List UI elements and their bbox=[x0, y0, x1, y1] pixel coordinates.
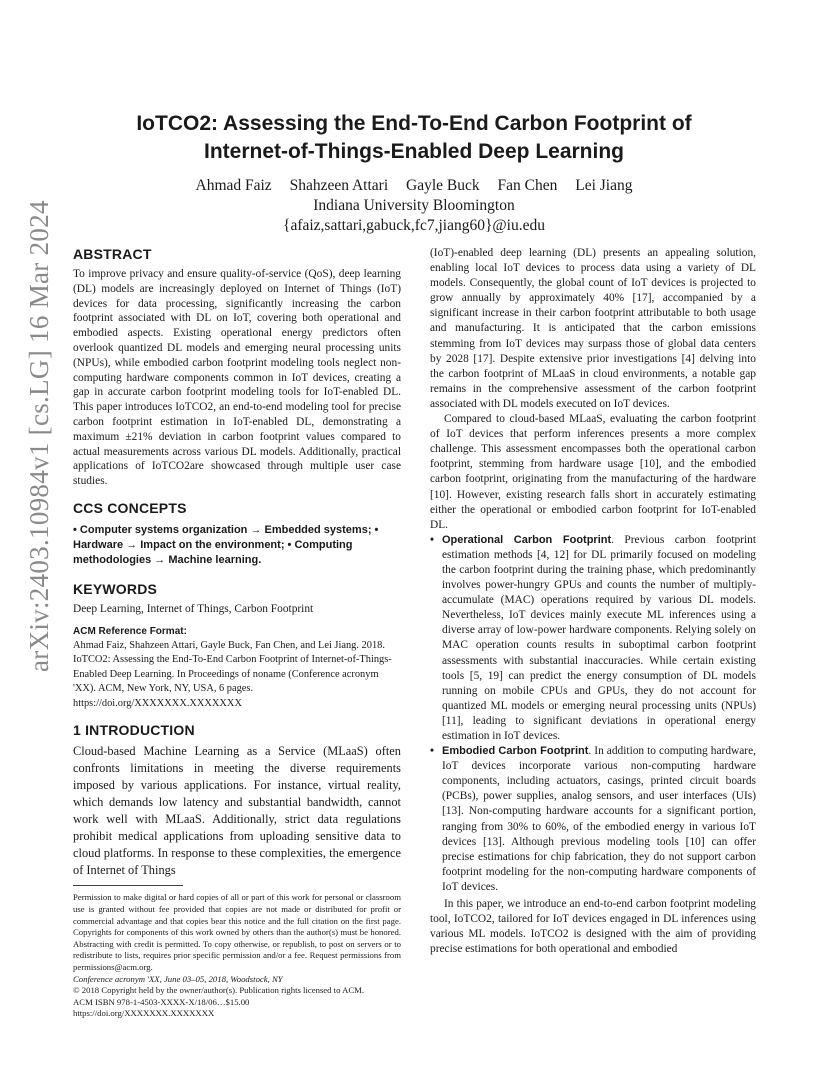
introduction-text: Cloud-based Machine Learning as a Service (MLaaS) often confronts limitations in meeting the diverse requirements imposed by various applications. For instance, virtual reality, which demands low latency and substantial bandwidth, cannot work well with MLaaS. Additionally, strict data regulations prohibit medical applications from uploading sensitive data to cloud platforms. In response to these complexities, the emergence of Internet of Things bbox=[73, 744, 401, 878]
author-name: Gayle Buck bbox=[406, 177, 480, 194]
bullet-title: Embodied Carbon Footprint bbox=[442, 745, 589, 758]
list-item bbox=[430, 744, 756, 895]
author-name: Fan Chen bbox=[497, 177, 558, 194]
author-name: Shahzeen Attari bbox=[289, 177, 389, 194]
permission-notice: Permission to make digital or hard copies of all or part of this work for personal or classroom use is granted without fee provided that copies are not made or distributed for profit or commercial advantage and that copies bear this notice and the full citation on the first page. Copyrights for components of this work owned by others than the author(s) must be honored. Abstracting with credit is permitted. To copy otherwise, or republish, to post on servers or to redistribute to lists, requires prior specific permission and/or a fee. Request permissions from permissions@acm.org. bbox=[73, 892, 401, 973]
conference-line: Conference acronym 'XX, June 03–05, 2018, Woodstock, NY bbox=[73, 973, 283, 984]
keywords-text: Deep Learning, Internet of Things, Carbon Footprint bbox=[73, 602, 314, 615]
right-column bbox=[430, 246, 756, 957]
left-column bbox=[73, 245, 401, 1020]
copyright-footnote bbox=[73, 892, 401, 1020]
isbn-line: ACM ISBN 978-1-4503-XXXX-X/18/06…$15.00 bbox=[73, 996, 250, 1007]
abstract-text: To improve privacy and ensure quality-of-service (QoS), deep learning (DL) models are increasingly deployed on Internet of Things (IoT) devices for data processing, significantly increasing the carbon footprint associated with DL on IoT, covering both operational and embodied aspects. Existing operational energy predictors often overlook quantized DL models and emerging neural processing units (NPUs), while embodied carbon footprint modeling tools neglect non-computing hardware components common in IoT devices, creating a gap in accurate carbon footprint modeling tools for IoT-enabled DL. This paper introduces IoTCO2, an end-to-end modeling tool for precise carbon footprint estimation in IoT-enabled DL, demonstrating a maximum ±21% deviation in carbon footprint values compared to actual measurements across various DL models. Additionally, practical applications of IoTCO2are showcased through multiple user case studies. bbox=[73, 268, 401, 488]
introduction-heading: 1 INTRODUCTION bbox=[73, 722, 195, 739]
ccs-heading: CCS CONCEPTS bbox=[73, 499, 187, 516]
author-name: Ahmad Faiz bbox=[195, 177, 272, 194]
bullet-text: . In addition to computing hardware, IoT devices incorporate various non-computing hardware components, including actuators, casings, printed circuit boards (PCBs), power supplies, analog sensors, and user interfaces (UIs) [13]. Non-computing hardware accounts for a significant portion, ranging from 30% to 60%, of the embodied energy in various IoT devices [13]. Although previous modeling tools [10] can offer precise estimations for chip fabrication, they do not support carbon footprint modeling for the non-computing hardware components of IoT devices. bbox=[442, 745, 756, 893]
copyright-line: © 2018 Copyright held by the owner/author(s). Publication rights licensed to ACM. bbox=[73, 985, 365, 996]
intro-paragraph: Compared to cloud-based MLaaS, evaluating the carbon footprint of IoT devices that perform inferences presents a more complex challenge. This assessment encompasses both the operational carbon footprint, stemming from hardware usage [10], and the embodied carbon footprint, originating from the manufacturing of the hardware [10]. However, existing research falls short in accurately estimating either the operational or embodied carbon footprint for IoT-enabled DL. bbox=[430, 413, 756, 531]
author-list bbox=[100, 176, 728, 196]
intro-paragraph: In this paper, we introduce an end-to-end carbon footprint modeling tool, IoTCO2, tailored for IoT devices engaged in DL inferences using various ML models. IoTCO2 is designed with the aim of providing precise estimations for both operational and embodied bbox=[430, 898, 756, 956]
affiliation: Indiana University Bloomington bbox=[313, 197, 515, 214]
bullet-text: . Previous carbon footprint estimation methods [4, 12] for DL primarily focused on modeling the carbon footprint during the training phase, which predominantly involves power-hungry GPUs and counts the number of multiply-accumulate (MAC) operations required by various DL models. Nevertheless, IoT devices mainly execute ML inferences using a diverse array of low-power hardware components. Relying solely on MAC operation counts results in suboptimal carbon footprint assessments with substantial inaccuracies. While certain existing tools [5, 19] can predict the energy consumption of DL models running on mobile CPUs and GPUs, they do not account for quantized ML models or emerging neural processing units (NPUs) [11], leading to significant deviations in operational energy estimation in IoT devices. bbox=[442, 533, 756, 742]
abstract-heading: ABSTRACT bbox=[73, 246, 152, 262]
challenge-list bbox=[430, 533, 756, 895]
bullet-title: Operational Carbon Footprint bbox=[442, 533, 612, 546]
ccs-text: • Computer systems organization → Embedded systems; • Hardware → Impact on the environment; • Computing methodologies → Machine learning. bbox=[73, 523, 379, 566]
reference-format-heading: ACM Reference Format: bbox=[73, 625, 187, 637]
arxiv-identifier: arXiv:2403.10984v1 [cs.LG] 16 Mar 2024 bbox=[24, 200, 54, 672]
list-item bbox=[430, 533, 756, 744]
author-name: Lei Jiang bbox=[575, 177, 633, 194]
author-emails: {afaiz,sattari,gabuck,fc7,jiang60}@iu.edu bbox=[283, 217, 545, 234]
title-line-1: IoTCO2: Assessing the End-To-End Carbon Footprint of bbox=[136, 112, 692, 135]
intro-paragraph: (IoT)-enabled deep learning (DL) presents an appealing solution, enabling local IoT devices to process data using a variety of DL models. Consequently, the global count of IoT devices is projected to grow annually by approximately 40% [17], accompanied by a significant increase in their carbon footprint attributable to both usage and manufacturing. It is anticipated that the carbon emissions stemming from IoT devices may surpass those of global data centers by 2028 [17]. Despite extensive prior investigations [4] delving into the carbon footprint of MLaaS in cloud environments, a notable gap remains in the comprehensive assessment of the carbon footprint associated with DL models executed on IoT devices. bbox=[430, 247, 756, 410]
reference-format-text: Ahmad Faiz, Shahzeen Attari, Gayle Buck, Fan Chen, and Lei Jiang. 2018. IoTCO2: Assessing the End-To-End Carbon Footprint of Internet-of-Things-Enabled Deep Learning. In Proceedings of noname (Conference acronym 'XX). ACM, New York, NY, USA, 6 pages. https://doi.org/XXXXXXX.XXXXXXX bbox=[73, 639, 392, 709]
doi-line: https://doi.org/XXXXXXX.XXXXXXX bbox=[73, 1008, 215, 1019]
footnote-divider bbox=[73, 885, 183, 886]
paper-title bbox=[100, 110, 728, 166]
keywords-heading: KEYWORDS bbox=[73, 580, 158, 597]
title-line-2: Internet-of-Things-Enabled Deep Learning bbox=[203, 140, 624, 163]
